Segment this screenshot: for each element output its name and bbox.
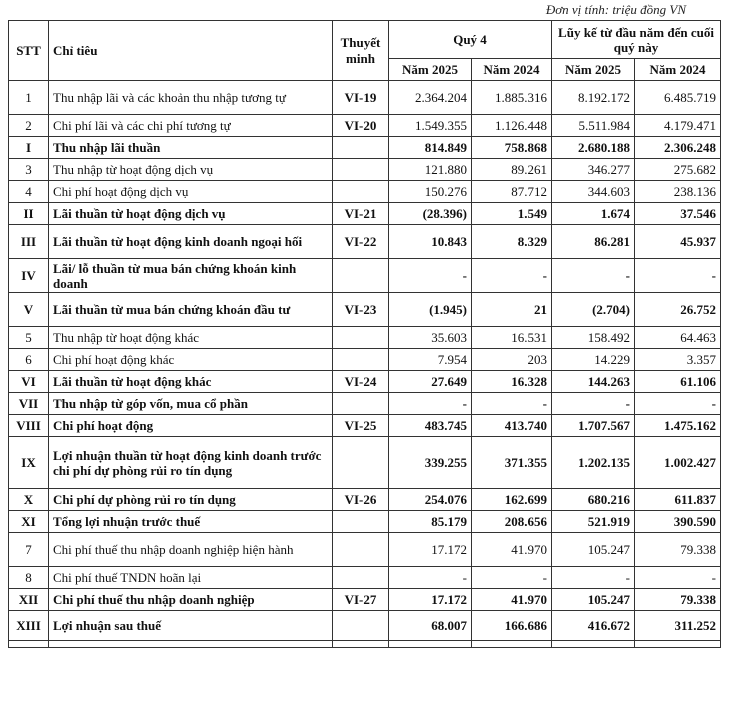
cell-note: VI-26	[333, 489, 389, 511]
cell-name: Thu nhập từ góp vốn, mua cổ phần	[49, 393, 333, 415]
header-indicator: Chỉ tiêu	[49, 21, 333, 81]
cell-ytd-2024: 79.338	[635, 589, 721, 611]
cell-note	[333, 159, 389, 181]
cell-ytd-2025: 344.603	[552, 181, 635, 203]
cell-name: Chi phí lãi và các chi phí tương tự	[49, 115, 333, 137]
cell-stt: VII	[9, 393, 49, 415]
cell-q4-2024: 208.656	[472, 511, 552, 533]
header-q4: Quý 4	[389, 21, 552, 59]
unit-note: Đơn vị tính: triệu đồng VN	[545, 2, 686, 17]
cell-ytd-2024: 390.590	[635, 511, 721, 533]
cell-name: Lãi/ lỗ thuần từ mua bán chứng khoán kinh doanh	[49, 259, 333, 293]
cell-q4-2025: 339.255	[389, 437, 472, 489]
cell-ytd-2025: 105.247	[552, 589, 635, 611]
cell-ytd-2024: 2.306.248	[635, 137, 721, 159]
cell-q4-2025: 35.603	[389, 327, 472, 349]
table-row	[9, 81, 721, 115]
table-row	[9, 437, 721, 489]
header-ytd: Lũy kế từ đầu năm đến cuối quý này	[552, 21, 721, 59]
cell-note	[333, 511, 389, 533]
income-statement-table	[8, 20, 721, 648]
cell-note	[333, 393, 389, 415]
cell-note	[333, 567, 389, 589]
cell-name: Thu nhập lãi và các khoản thu nhập tương tự	[49, 81, 333, 115]
cell-name: Chi phí hoạt động	[49, 415, 333, 437]
table-row	[9, 567, 721, 589]
cell-ytd-2025: (2.704)	[552, 293, 635, 327]
cell-name: Chi phí thuế thu nhập doanh nghiệp	[49, 589, 333, 611]
cell-stt: 5	[9, 327, 49, 349]
cell-q4-2024: 41.970	[472, 589, 552, 611]
cell-q4-2024: 758.868	[472, 137, 552, 159]
cell-stt: II	[9, 203, 49, 225]
cell-note: VI-27	[333, 589, 389, 611]
cell-q4-2024: 89.261	[472, 159, 552, 181]
cell-ytd-2025: 8.192.172	[552, 81, 635, 115]
cell-ytd-2025: 144.263	[552, 371, 635, 393]
table-row	[9, 327, 721, 349]
cell-q4-2024: 16.328	[472, 371, 552, 393]
cell-ytd-2025: 2.680.188	[552, 137, 635, 159]
cell-note	[333, 137, 389, 159]
table-row	[9, 293, 721, 327]
cell-name: Lãi thuần từ hoạt động dịch vụ	[49, 203, 333, 225]
cell-ytd-2024: -	[635, 259, 721, 293]
cell-name: Lãi thuần từ mua bán chứng khoán đầu tư	[49, 293, 333, 327]
cell-q4-2024: 162.699	[472, 489, 552, 511]
table-row	[9, 137, 721, 159]
cell-name: Lợi nhuận sau thuế	[49, 611, 333, 641]
cell-q4-2025: 1.549.355	[389, 115, 472, 137]
cell-ytd-2025: 521.919	[552, 511, 635, 533]
cell-q4-2024: -	[472, 567, 552, 589]
table-row	[9, 203, 721, 225]
cell-q4-2025: 7.954	[389, 349, 472, 371]
cell-stt: X	[9, 489, 49, 511]
cell-name: Chi phí thuế TNDN hoãn lại	[49, 567, 333, 589]
cell-q4-2024: 8.329	[472, 225, 552, 259]
cell-q4-2025: 150.276	[389, 181, 472, 203]
cell-name: Tổng lợi nhuận trước thuế	[49, 511, 333, 533]
cell-ytd-2025: 1.707.567	[552, 415, 635, 437]
table-row	[9, 115, 721, 137]
cell-note	[333, 533, 389, 567]
cell-note: VI-21	[333, 203, 389, 225]
cell-q4-2025: 2.364.204	[389, 81, 472, 115]
cell-ytd-2024: 611.837	[635, 489, 721, 511]
cell-ytd-2024: 3.357	[635, 349, 721, 371]
cell-q4-2024: 21	[472, 293, 552, 327]
table-row	[9, 259, 721, 293]
cell-stt: XII	[9, 589, 49, 611]
cell-ytd-2024: -	[635, 567, 721, 589]
cell-stt: I	[9, 137, 49, 159]
cell-stt: IV	[9, 259, 49, 293]
cell-ytd-2025: 14.229	[552, 349, 635, 371]
table-row	[9, 589, 721, 611]
cell-note	[333, 611, 389, 641]
cell-stt: 3	[9, 159, 49, 181]
cell-note: VI-23	[333, 293, 389, 327]
cell-ytd-2025: -	[552, 393, 635, 415]
cell-stt: VI	[9, 371, 49, 393]
cell-name: Thu nhập từ hoạt động khác	[49, 327, 333, 349]
cell-q4-2024: 1.885.316	[472, 81, 552, 115]
cell-q4-2024: 1.126.448	[472, 115, 552, 137]
cell-stt: 2	[9, 115, 49, 137]
cell-q4-2025: 10.843	[389, 225, 472, 259]
cell-q4-2025: 85.179	[389, 511, 472, 533]
cell-stt: XIII	[9, 611, 49, 641]
cell-q4-2024: 87.712	[472, 181, 552, 203]
cell-q4-2025: 68.007	[389, 611, 472, 641]
cell-ytd-2024: 238.136	[635, 181, 721, 203]
cell-ytd-2024: 4.179.471	[635, 115, 721, 137]
cell-ytd-2025: 416.672	[552, 611, 635, 641]
cell-q4-2024: -	[472, 393, 552, 415]
cell-name: Chi phí thuế thu nhập doanh nghiệp hiện hành	[49, 533, 333, 567]
cell-stt: 7	[9, 533, 49, 567]
cell-ytd-2025: 105.247	[552, 533, 635, 567]
table-row	[9, 533, 721, 567]
cell-q4-2025: 121.880	[389, 159, 472, 181]
table-row	[9, 489, 721, 511]
cell-q4-2025: -	[389, 393, 472, 415]
cell-q4-2024: 16.531	[472, 327, 552, 349]
cell-stt: VIII	[9, 415, 49, 437]
cell-q4-2024: 41.970	[472, 533, 552, 567]
cell-note	[333, 437, 389, 489]
cell-q4-2025: -	[389, 567, 472, 589]
cell-q4-2025: 17.172	[389, 589, 472, 611]
cell-name: Chi phí hoạt động dịch vụ	[49, 181, 333, 203]
cell-ytd-2025: 1.202.135	[552, 437, 635, 489]
cell-name: Thu nhập lãi thuần	[49, 137, 333, 159]
cell-ytd-2024: 1.475.162	[635, 415, 721, 437]
cell-ytd-2024: 275.682	[635, 159, 721, 181]
cell-ytd-2024: 6.485.719	[635, 81, 721, 115]
cell-ytd-2024: 45.937	[635, 225, 721, 259]
cell-ytd-2024: 311.252	[635, 611, 721, 641]
header-q4-2024: Năm 2024	[472, 59, 552, 81]
cell-note	[333, 327, 389, 349]
cell-ytd-2025: 1.674	[552, 203, 635, 225]
cell-note	[333, 349, 389, 371]
cell-q4-2024: 203	[472, 349, 552, 371]
table-row	[9, 611, 721, 641]
header-ytd-2025: Năm 2025	[552, 59, 635, 81]
cell-note: VI-22	[333, 225, 389, 259]
cell-name: Chi phí dự phòng rủi ro tín dụng	[49, 489, 333, 511]
table-body	[9, 81, 721, 648]
table-row	[9, 511, 721, 533]
cell-stt: IX	[9, 437, 49, 489]
cell-note	[333, 181, 389, 203]
cell-q4-2024: 1.549	[472, 203, 552, 225]
cell-name: Lãi thuần từ hoạt động kinh doanh ngoại hối	[49, 225, 333, 259]
table-row	[9, 393, 721, 415]
table-row	[9, 371, 721, 393]
cell-ytd-2025: 680.216	[552, 489, 635, 511]
cell-stt: XI	[9, 511, 49, 533]
cell-ytd-2025: -	[552, 259, 635, 293]
cell-q4-2024: 166.686	[472, 611, 552, 641]
cell-note: VI-19	[333, 81, 389, 115]
cell-ytd-2024: 61.106	[635, 371, 721, 393]
cell-stt: 6	[9, 349, 49, 371]
cell-q4-2025: 27.649	[389, 371, 472, 393]
cell-q4-2025: (1.945)	[389, 293, 472, 327]
cell-name: Lãi thuần từ hoạt động khác	[49, 371, 333, 393]
cell-ytd-2024: 79.338	[635, 533, 721, 567]
cell-note: VI-20	[333, 115, 389, 137]
table-row-blank	[9, 641, 721, 648]
cell-ytd-2024: -	[635, 393, 721, 415]
cell-stt: V	[9, 293, 49, 327]
cell-ytd-2024: 37.546	[635, 203, 721, 225]
cell-ytd-2024: 64.463	[635, 327, 721, 349]
header-q4-2025: Năm 2025	[389, 59, 472, 81]
cell-note: VI-24	[333, 371, 389, 393]
cell-name: Lợi nhuận thuần từ hoạt động kinh doanh trước chi phí dự phòng rủi ro tín dụng	[49, 437, 333, 489]
header-stt: STT	[9, 21, 49, 81]
cell-stt: 1	[9, 81, 49, 115]
table-row	[9, 349, 721, 371]
table-row	[9, 181, 721, 203]
cell-ytd-2024: 1.002.427	[635, 437, 721, 489]
cell-name: Thu nhập từ hoạt động dịch vụ	[49, 159, 333, 181]
cell-q4-2024: 371.355	[472, 437, 552, 489]
cell-q4-2024: -	[472, 259, 552, 293]
table-row	[9, 415, 721, 437]
cell-ytd-2025: 5.511.984	[552, 115, 635, 137]
cell-stt: 8	[9, 567, 49, 589]
cell-q4-2025: -	[389, 259, 472, 293]
cell-q4-2025: (28.396)	[389, 203, 472, 225]
header-ytd-2024: Năm 2024	[635, 59, 721, 81]
cell-note: VI-25	[333, 415, 389, 437]
cell-ytd-2025: 158.492	[552, 327, 635, 349]
cell-q4-2025: 814.849	[389, 137, 472, 159]
cell-q4-2025: 254.076	[389, 489, 472, 511]
cell-q4-2025: 483.745	[389, 415, 472, 437]
cell-stt: 4	[9, 181, 49, 203]
cell-ytd-2024: 26.752	[635, 293, 721, 327]
cell-ytd-2025: 86.281	[552, 225, 635, 259]
table-row	[9, 159, 721, 181]
cell-name: Chi phí hoạt động khác	[49, 349, 333, 371]
cell-note	[333, 259, 389, 293]
cell-ytd-2025: 346.277	[552, 159, 635, 181]
cell-ytd-2025: -	[552, 567, 635, 589]
header-note: Thuyết minh	[333, 21, 389, 81]
cell-q4-2025: 17.172	[389, 533, 472, 567]
cell-q4-2024: 413.740	[472, 415, 552, 437]
table-row	[9, 225, 721, 259]
cell-stt: III	[9, 225, 49, 259]
